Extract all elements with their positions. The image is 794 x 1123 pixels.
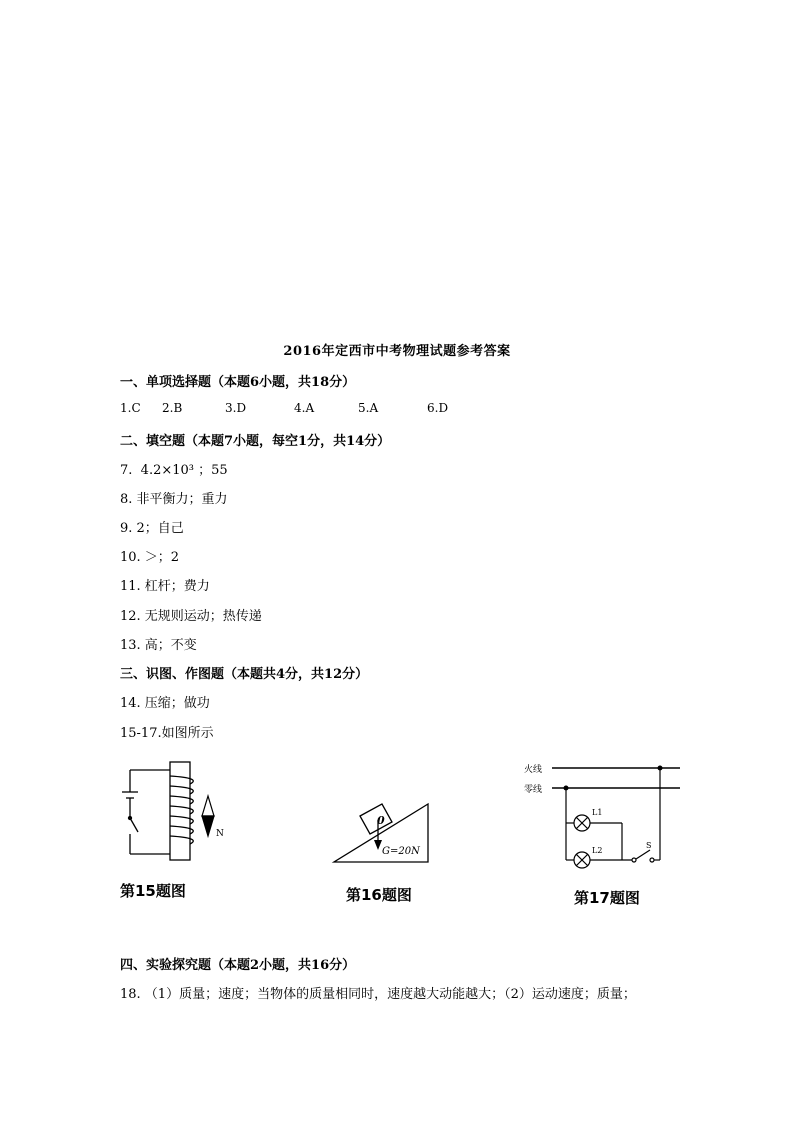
answer-line: 11. 杠杆；费力 xyxy=(120,579,210,594)
mc-answer: 2.B xyxy=(162,401,183,415)
section3-heading: 三、识图、作图题（本题共4分，共12分） xyxy=(120,667,369,682)
fig15-pole-label: N xyxy=(216,829,224,839)
fig17-lamp1-label: L1 xyxy=(592,808,603,817)
answer-line: 14. 压缩；做功 xyxy=(120,696,210,711)
section2-heading: 二、填空题（本题7小题，每空1分，共14分） xyxy=(120,434,391,449)
fig17-lamp2-label: L2 xyxy=(592,846,603,855)
fig17-caption: 第17题图 xyxy=(574,889,640,907)
answer-line: 10. ＞；2 xyxy=(120,550,180,565)
fig16-point-label: 0 xyxy=(377,814,385,827)
answer-line: 7. 4.2×10³ ；55 xyxy=(120,463,228,478)
page-title: 2016年定西市中考物理试题参考答案 xyxy=(283,344,511,359)
fig17-neutral-label: 零线 xyxy=(524,785,543,795)
fig16-force-label: G=20N xyxy=(382,846,420,857)
answer-line: 9. 2；自己 xyxy=(120,521,184,536)
fig16-diagram xyxy=(330,790,440,870)
fig15-caption: 第15题图 xyxy=(120,882,186,900)
fig17-diagram xyxy=(520,760,685,870)
mc-answer: 6.D xyxy=(427,401,449,415)
section1-heading: 一、单项选择题（本题6小题，共18分） xyxy=(120,375,356,390)
fig15-diagram xyxy=(120,760,230,870)
mc-answer: 4.A xyxy=(294,401,315,415)
mc-answer: 3.D xyxy=(225,401,247,415)
answer-line: 13. 高；不变 xyxy=(120,638,197,653)
fig16-caption: 第16题图 xyxy=(346,886,412,904)
section4-heading: 四、实验探究题（本题2小题，共16分） xyxy=(120,958,356,973)
answer-line: 18. （1）质量；速度；当物体的质量相同时，速度越大动能越大；（2）运动速度；质量； xyxy=(120,987,636,1002)
fig17-switch-label: S xyxy=(646,841,652,850)
mc-answer: 5.A xyxy=(358,401,379,415)
answer-line: 15-17.如图所示 xyxy=(120,726,214,741)
mc-answer: 1.C xyxy=(120,401,141,415)
fig17-live-label: 火线 xyxy=(524,765,543,775)
answer-line: 8. 非平衡力；重力 xyxy=(120,492,228,507)
answer-line: 12. 无规则运动；热传递 xyxy=(120,609,262,624)
